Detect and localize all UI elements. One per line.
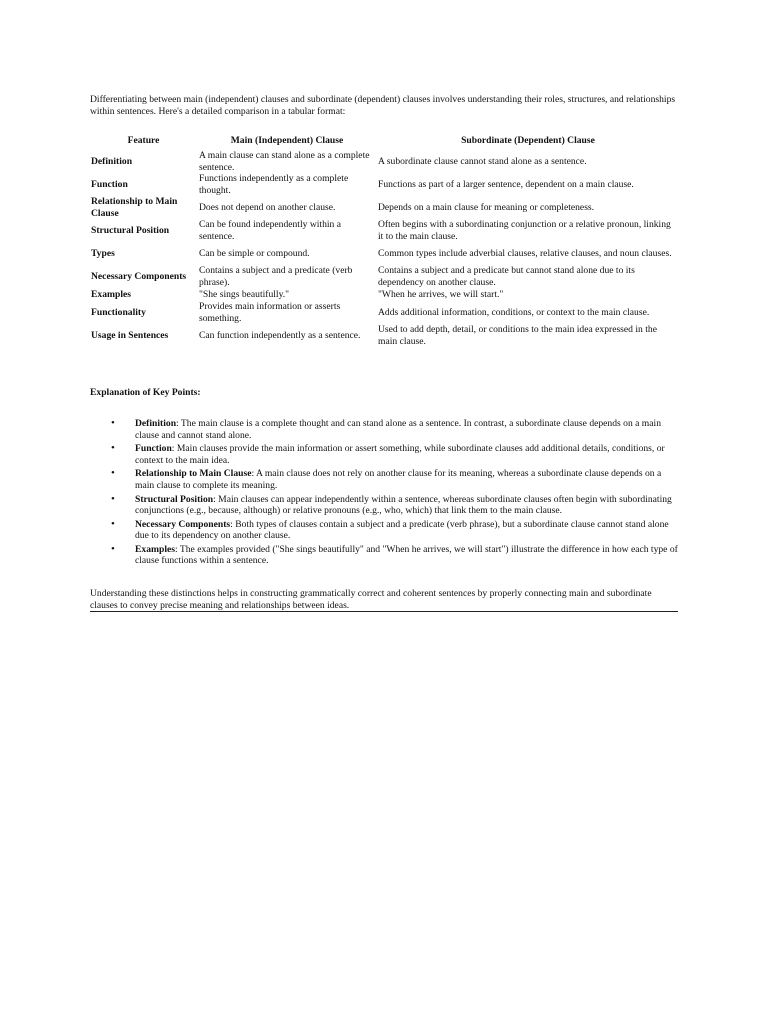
feature-cell: Function bbox=[91, 178, 128, 190]
table-row bbox=[90, 173, 680, 196]
subordinate-clause-cell: Used to add depth, detail, or conditions to the main idea expressed in the main clause. bbox=[378, 324, 657, 347]
subordinate-clause-cell: Contains a subject and a predicate but cannot stand alone due to its dependency on another clause. bbox=[378, 265, 635, 288]
subordinate-clause-cell: Adds additional information, conditions, or context to the main clause. bbox=[378, 306, 650, 318]
main-clause-cell: Can be simple or compound. bbox=[199, 247, 310, 259]
comparison-table bbox=[90, 134, 680, 347]
horizontal-rule bbox=[90, 611, 678, 612]
list-item-term: Examples bbox=[135, 543, 175, 555]
main-clause-cell: "She sings beautifully." bbox=[199, 288, 290, 300]
bullet-icon: • bbox=[111, 517, 115, 530]
bullet-icon: • bbox=[111, 492, 115, 505]
main-clause-cell: Can function independently as a sentence. bbox=[199, 329, 361, 341]
list-item-term: Definition bbox=[135, 418, 177, 429]
conclusion-paragraph: Understanding these distinctions helps in constructing grammatically correct and coherent sentences by properly connecting main and subordinate clauses to convey precise meaning and relationships between ideas. bbox=[90, 588, 652, 611]
header-subordinate-clause: Subordinate (Dependent) Clause bbox=[461, 135, 595, 147]
list-item bbox=[111, 417, 680, 441]
table-row bbox=[90, 301, 680, 324]
main-clause-cell: A main clause can stand alone as a complete sentence. bbox=[199, 150, 370, 173]
list-item bbox=[111, 467, 680, 491]
table-row bbox=[90, 219, 680, 242]
table-row bbox=[90, 150, 680, 173]
main-clause-cell: Provides main information or asserts something. bbox=[199, 301, 341, 324]
header-feature: Feature bbox=[127, 135, 160, 147]
bullet-icon: • bbox=[111, 467, 115, 480]
list-item-term: Function bbox=[135, 443, 172, 455]
feature-cell: Relationship to Main Clause bbox=[91, 196, 178, 219]
feature-cell: Necessary Components bbox=[91, 270, 187, 282]
header-main-clause: Main (Independent) Clause bbox=[230, 135, 344, 147]
bullet-icon: • bbox=[111, 442, 115, 455]
list-item-text: : The examples provided ("She sings beautifully" and "When he arrives, we will start") illustrate the difference in how each type of clause functions within a sentence. bbox=[135, 543, 678, 567]
table-row bbox=[90, 196, 680, 219]
table-row bbox=[90, 324, 680, 347]
list-item-text: : Both types of clauses contain a subject and a predicate (verb phrase), but a subordinate clause cannot stand alone due to its dependency on another clause. bbox=[135, 518, 669, 542]
bullet-icon: • bbox=[111, 417, 115, 429]
table-row bbox=[90, 242, 680, 265]
list-item bbox=[111, 492, 680, 517]
feature-cell: Definition bbox=[91, 155, 133, 167]
table-header-row bbox=[90, 134, 680, 150]
main-clause-cell: Does not depend on another clause. bbox=[199, 201, 336, 213]
key-points-heading: Explanation of Key Points: bbox=[90, 387, 201, 398]
subordinate-clause-cell: Functions as part of a larger sentence, dependent on a main clause. bbox=[378, 178, 634, 190]
list-item-text: : A main clause does not rely on another clause for its meaning, whereas a subordinate clause depends on a main clause to complete its meaning. bbox=[135, 468, 662, 491]
list-item-text: : Main clauses provide the main information or assert something, while subordinate clauses add additional details, conditions, or context to the main idea. bbox=[135, 443, 665, 466]
main-clause-cell: Can be found independently within a sentence. bbox=[199, 219, 342, 242]
list-item-term: Structural Position bbox=[135, 493, 214, 505]
subordinate-clause-cell: A subordinate clause cannot stand alone as a sentence. bbox=[378, 155, 587, 167]
bullet-icon: • bbox=[111, 542, 115, 555]
main-clause-cell: Contains a subject and a predicate (verb phrase). bbox=[199, 265, 353, 288]
subordinate-clause-cell: Often begins with a subordinating conjunction or a relative pronoun, linking it to the main clause. bbox=[378, 219, 671, 242]
feature-cell: Examples bbox=[91, 288, 131, 300]
table-row bbox=[90, 288, 680, 301]
feature-cell: Usage in Sentences bbox=[91, 329, 169, 341]
subordinate-clause-cell: "When he arrives, we will start." bbox=[378, 288, 504, 300]
feature-cell: Structural Position bbox=[91, 224, 170, 236]
list-item bbox=[111, 542, 680, 567]
subordinate-clause-cell: Depends on a main clause for meaning or completeness. bbox=[378, 201, 595, 213]
list-item bbox=[111, 442, 680, 466]
list-item bbox=[111, 517, 680, 542]
main-clause-cell: Functions independently as a complete thought. bbox=[199, 173, 349, 196]
feature-cell: Functionality bbox=[91, 306, 146, 318]
intro-paragraph: Differentiating between main (independent) clauses and subordinate (dependent) clauses involves understanding their roles, structures, and relationships within sentences. Here's a detailed comparison in a tabular format: bbox=[90, 94, 676, 117]
list-item-term: Necessary Components bbox=[135, 518, 231, 530]
key-points-list bbox=[111, 417, 680, 569]
list-item-text: : The main clause is a complete thought and can stand alone as a sentence. In contrast, a subordinate clause depends on a main clause and cannot stand alone. bbox=[135, 418, 661, 441]
list-item-term: Relationship to Main Clause bbox=[135, 468, 252, 480]
feature-cell: Types bbox=[91, 247, 115, 259]
subordinate-clause-cell: Common types include adverbial clauses, relative clauses, and noun clauses. bbox=[378, 247, 672, 259]
table-row bbox=[90, 265, 680, 288]
list-item-text: : Main clauses can appear independently within a sentence, whereas subordinate clauses often begin with subordinating conjunctions (e.g., because, although) or relative pronouns (e.g., who, which) that link them to the main clause. bbox=[135, 493, 672, 517]
